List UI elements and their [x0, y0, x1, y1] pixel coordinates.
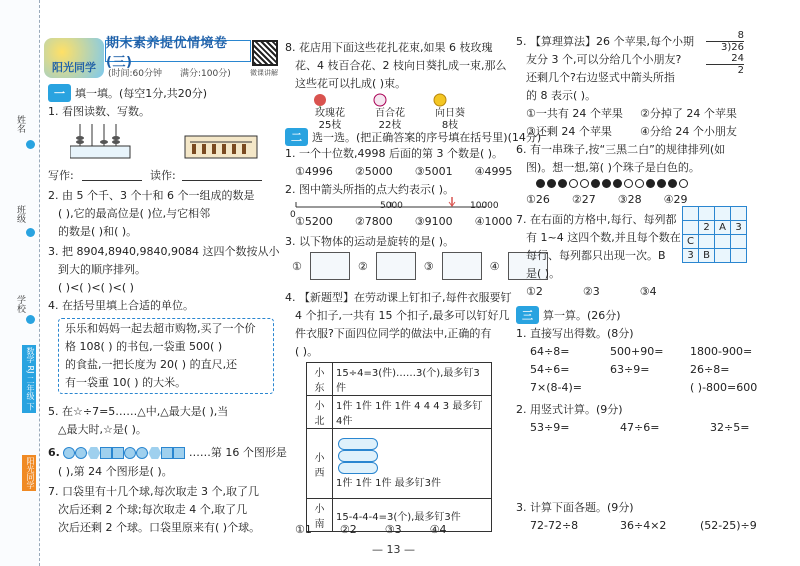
option[interactable]: ②5000 [354, 165, 393, 178]
school-label: 学校 [15, 295, 25, 313]
q4-box-line: 有一袋重 10( ) 的大米。 [65, 376, 187, 389]
section-tag: 三 [516, 306, 539, 324]
q4-box-line: 乐乐和妈妈一起去超市购物,买了一个价 [65, 322, 256, 335]
q1-read-label: 读作: [150, 169, 176, 182]
grid-row [683, 235, 747, 249]
number-line-tick: 0 [290, 210, 296, 220]
brand-logo: 阳光同学 [44, 38, 104, 78]
grid-cell [731, 207, 747, 221]
option[interactable]: ①26 [526, 193, 550, 206]
option[interactable]: ① [292, 259, 302, 273]
option[interactable]: ④ [489, 259, 500, 273]
q3-line-3: ( )<( )<( )<( ) [58, 281, 134, 294]
option[interactable]: ③还剩 24 个苹果 [526, 125, 612, 138]
q2-line-3: 的数是( )和( )。 [58, 225, 138, 238]
q6-line-1: ……第 16 个图形是 [188, 446, 287, 459]
option[interactable]: ①1 [295, 523, 312, 536]
c3-options [292, 252, 548, 280]
section-title: 算一算。(26分) [543, 309, 621, 322]
grid-cell: A [715, 221, 731, 235]
flower-count: 8枝 [441, 120, 459, 131]
qr-code-icon[interactable] [252, 40, 278, 66]
box-on-ground-icon [310, 252, 350, 280]
spine-dot [26, 140, 35, 149]
flower-name: 向日葵 [435, 108, 465, 119]
white-bead-icon [569, 179, 578, 188]
option[interactable]: ③28 [617, 193, 642, 206]
option[interactable]: ④4995 [474, 165, 513, 178]
c1-options [295, 164, 512, 180]
q3-line-2: 到大的顺序排列。 [58, 263, 146, 276]
option[interactable]: ④4 [429, 523, 447, 536]
class-label: 班级 [15, 205, 25, 223]
grid-cell: B [699, 249, 715, 263]
calc-item: 500+90= [610, 345, 664, 358]
r7-line-4: 是( )。 [526, 267, 561, 280]
option[interactable]: ①2 [526, 285, 543, 298]
q7-line-2: 次后还剩 2 个球;每次取走 4 个,取了几 [58, 503, 248, 516]
flower-count: 22枝 [378, 120, 402, 131]
grid-cell [699, 235, 715, 249]
student-method-cell [333, 429, 492, 499]
option[interactable]: ③5001 [414, 165, 453, 178]
book-tag: 数学 RJ 二年级 下 [22, 345, 36, 413]
circle-shape-icon [136, 447, 148, 459]
black-bead-icon [591, 179, 600, 188]
q4-text: 4. 在括号里填上合适的单位。 [48, 299, 194, 312]
qr-caption: 微课讲解 [250, 69, 278, 77]
section-tag: 一 [48, 84, 71, 102]
windmill-icon [376, 252, 416, 280]
option[interactable]: ②7800 [354, 215, 393, 228]
long-division [706, 30, 744, 76]
white-bead-icon [624, 179, 633, 188]
white-bead-icon [635, 179, 644, 188]
circle-shape-icon [63, 447, 75, 459]
name-label: 姓名 [15, 115, 25, 133]
vertical-calc-item: 53÷9= [530, 421, 570, 434]
button-group-icon [338, 438, 378, 450]
r6-options [526, 192, 687, 208]
r7-options [526, 284, 657, 300]
page-number: — 13 — [372, 543, 415, 556]
q4-box-line: 的食盐,一把长度为 20( ) 的直尺,还 [65, 358, 238, 371]
q2-line-2: ( ),它的最高位是( )位,与它相邻 [58, 207, 211, 220]
option[interactable]: ①4996 [295, 165, 333, 178]
c2-text: 2. 图中箭头所指的点大约表示( )。 [285, 183, 455, 196]
division-dividend: 3)26 [706, 41, 744, 53]
black-bead-icon [646, 179, 655, 188]
number-line-tick: 5000 [380, 201, 403, 211]
black-bead-icon [668, 179, 677, 188]
option[interactable]: ③9100 [414, 215, 453, 228]
option[interactable]: ①一共有 24 个苹果 [526, 107, 623, 120]
section-2-heading [285, 128, 541, 146]
student-method: 1件 1件 1件 最多钉3件 [336, 478, 441, 489]
q4-story-box [58, 318, 274, 394]
grid-cell [683, 221, 699, 235]
c4-line-1: 4. 【新题型】在劳动课上钉扣子,每件衣服要钉 [285, 291, 512, 304]
flower-name: 玫瑰花 [315, 108, 345, 119]
student-method: 15÷4=3(件)……3(个),最多钉3件 [333, 363, 492, 396]
option[interactable]: ①5200 [295, 215, 333, 228]
calc-item: 26÷8= [690, 363, 730, 376]
q8-line-1: 8. 花店用下面这些花扎花束,如果 6 枝玫瑰 [285, 41, 493, 54]
full-score: 满分:100分) [180, 69, 231, 79]
r7-line-3: 每行、每列都只出现一次。B [526, 249, 666, 262]
section-1-heading [48, 84, 207, 102]
mixed-calc-item: 36÷4×2 [620, 519, 667, 532]
s3-text: 3. 计算下面各题。(9分) [516, 501, 634, 514]
black-bead-icon [536, 179, 545, 188]
option[interactable]: ③4 [639, 285, 657, 298]
time-limit: (时间:60分钟 [108, 69, 162, 79]
option[interactable]: ②分掉了 24 个苹果 [640, 107, 737, 120]
white-bead-icon [580, 179, 589, 188]
vertical-calc-item: 32÷5= [710, 421, 750, 434]
q8-line-2: 花、4 枝百合花、2 枝向日葵扎成一束,那么 [295, 59, 507, 72]
black-bead-icon [602, 179, 611, 188]
grid-cell: C [683, 235, 699, 249]
c1-text: 1. 一个十位数,4998 后面的第 3 个数是( )。 [285, 147, 504, 160]
c4-line-4: ( )。 [295, 345, 319, 358]
section-title: 选一选。(把正确答案的序号填在括号里)(14分) [312, 131, 542, 144]
grid-cell [731, 235, 747, 249]
white-bead-icon [679, 179, 688, 188]
student-method: 15-4-4-4=3(个),最多钉3件 [333, 499, 492, 532]
table-row [307, 396, 492, 429]
circle-shape-icon [75, 447, 87, 459]
black-bead-icon [547, 179, 556, 188]
table-row [307, 429, 492, 499]
bead-string [536, 176, 690, 189]
c4-line-3: 件衣服?下面四位同学的做法中,正确的有 [295, 327, 492, 340]
calc-item: 7×(8-4)= [530, 381, 582, 394]
calc-item: 63÷9= [610, 363, 650, 376]
grid-cell: 3 [731, 221, 747, 235]
section-tag: 二 [285, 128, 308, 146]
spine-dot [26, 228, 35, 237]
r7-line-2: 有 1~4 这四个数,并且每个数在 [526, 231, 681, 244]
q1-write-label: 写作: [48, 169, 74, 182]
student-methods-table [306, 362, 492, 532]
grid-cell [715, 235, 731, 249]
section-3-heading [516, 306, 621, 324]
abacus-icon [70, 122, 270, 162]
student-name: 小东 [307, 363, 333, 396]
q4-box-line: 格 108( ) 的书包,一袋重 500( ) [65, 340, 223, 353]
c3-text: 3. 以下物体的运动是旋转的是( )。 [285, 235, 455, 248]
calc-item: 54÷6= [530, 363, 570, 376]
grid-cell: 3 [683, 249, 699, 263]
page-title: 期末素养提优情境卷(三) [105, 40, 251, 62]
brand-tag: 阳光同学 [22, 455, 36, 491]
q5-line-1: 5. 在☆÷7=5……△中,△最大是( ),当 [48, 405, 229, 418]
option[interactable]: ②2 [339, 523, 357, 536]
circle-shape-icon [124, 447, 136, 459]
square-shape-icon [100, 447, 112, 459]
student-name: 小西 [307, 429, 333, 499]
grid-row [683, 221, 747, 235]
square-shape-icon [173, 447, 185, 459]
option[interactable]: ④1000 [474, 215, 513, 228]
division-quotient: 8 [737, 30, 744, 41]
q8-line-3: 这些花可以扎成( )束。 [295, 77, 407, 90]
hexagon-shape-icon [87, 447, 100, 459]
q1-write-blank[interactable] [82, 180, 142, 181]
option[interactable]: ④分给 24 个小朋友 [640, 125, 737, 138]
c2-options [295, 214, 512, 230]
q3-line-1: 3. 把 8904,8940,9840,9084 这四个数按从小 [48, 245, 280, 258]
grid-cell [699, 207, 715, 221]
q7-line-3: 次后还剩 2 个球。口袋里原来有( )个球。 [58, 521, 261, 534]
option[interactable]: ② [357, 259, 368, 273]
hexagon-shape-icon [148, 447, 161, 459]
square-shape-icon [112, 447, 124, 459]
conveyor-icon [442, 252, 482, 280]
student-name: 小南 [307, 499, 333, 532]
s1-text: 1. 直接写出得数。(8分) [516, 327, 634, 340]
q6-line-2: ( ),第 24 个图形是( )。 [58, 465, 173, 478]
option[interactable]: ④29 [663, 193, 688, 206]
number-line-tick: 10000 [470, 201, 499, 211]
r6-line-2: 图)。想一想,第( )个珠子是白色的。 [526, 161, 700, 174]
grid-row [683, 249, 747, 263]
spine-dot [26, 315, 35, 324]
flower-icons [305, 92, 485, 108]
calc-item: 1800-900= [690, 345, 753, 358]
black-bead-icon [558, 179, 567, 188]
square-shape-icon [161, 447, 173, 459]
q5-line-2: △最大时,☆是( )。 [58, 423, 147, 436]
grid-row [683, 207, 747, 221]
c4-line-2: 4 个扣子,一共有 15 个扣子,最多可以钉好几 [295, 309, 510, 322]
q1-read-blank[interactable] [182, 180, 262, 181]
grid-cell: 2 [699, 221, 715, 235]
black-bead-icon [657, 179, 666, 188]
c4-options [295, 522, 447, 538]
binding-spine [0, 0, 40, 566]
calc-item: 64÷8= [530, 345, 570, 358]
q2-line-1: 2. 由 5 个千、3 个十和 6 个一组成的数是 [48, 189, 255, 202]
r5-line-2: 友分 3 个,可以分给几个小朋友? [526, 53, 682, 66]
flower-count: 25枝 [318, 120, 342, 131]
r6-line-1: 6. 有一串珠子,按“三黑二白”的规律排列(如 [516, 143, 726, 156]
option[interactable]: ②27 [571, 193, 596, 206]
r7-line-1: 7. 在右面的方格中,每行、每列都 [516, 213, 677, 226]
mixed-calc-item: (52-25)÷9 [700, 519, 757, 532]
division-remainder: 2 [737, 65, 744, 76]
r5-line-4: 的 8 表示( )。 [526, 89, 597, 102]
r5-line-1: 5. 【算理算法】26 个苹果,每个小期 [516, 35, 694, 48]
division-product: 24 [706, 53, 744, 65]
grid-cell [715, 207, 731, 221]
s2-text: 2. 用竖式计算。(9分) [516, 403, 623, 416]
section-title: 填一填。(每空1分,共20分) [75, 87, 208, 100]
calc-item: ( )-800=600 [690, 381, 758, 394]
q7-line-1: 7. 口袋里有十几个球,每次取走 3 个,取了几 [48, 485, 259, 498]
grid-cell [683, 207, 699, 221]
option[interactable]: ③ [423, 259, 434, 273]
flower-name: 百合花 [375, 108, 405, 119]
button-group-icon [338, 462, 378, 474]
mixed-calc-item: 72-72÷8 [530, 519, 579, 532]
q6-shape-row: 6. ……第 16 个图形是 [48, 446, 287, 459]
vertical-calc-item: 47÷6= [620, 421, 660, 434]
black-bead-icon [613, 179, 622, 188]
grid-cell [731, 249, 747, 263]
q1-text: 1. 看图读数、写数。 [48, 105, 150, 118]
table-row [307, 363, 492, 396]
option[interactable]: ②3 [582, 285, 600, 298]
student-name: 小北 [307, 396, 333, 429]
latin-square-grid [682, 206, 747, 263]
student-method: 1件 1件 1件 1件 4 4 4 3 最多钉4件 [333, 396, 492, 429]
r5-line-3: 还剩几个?右边竖式中箭头所指 [526, 71, 675, 84]
option[interactable]: ③3 [384, 523, 402, 536]
button-group-icon [338, 450, 378, 462]
grid-cell [715, 249, 731, 263]
